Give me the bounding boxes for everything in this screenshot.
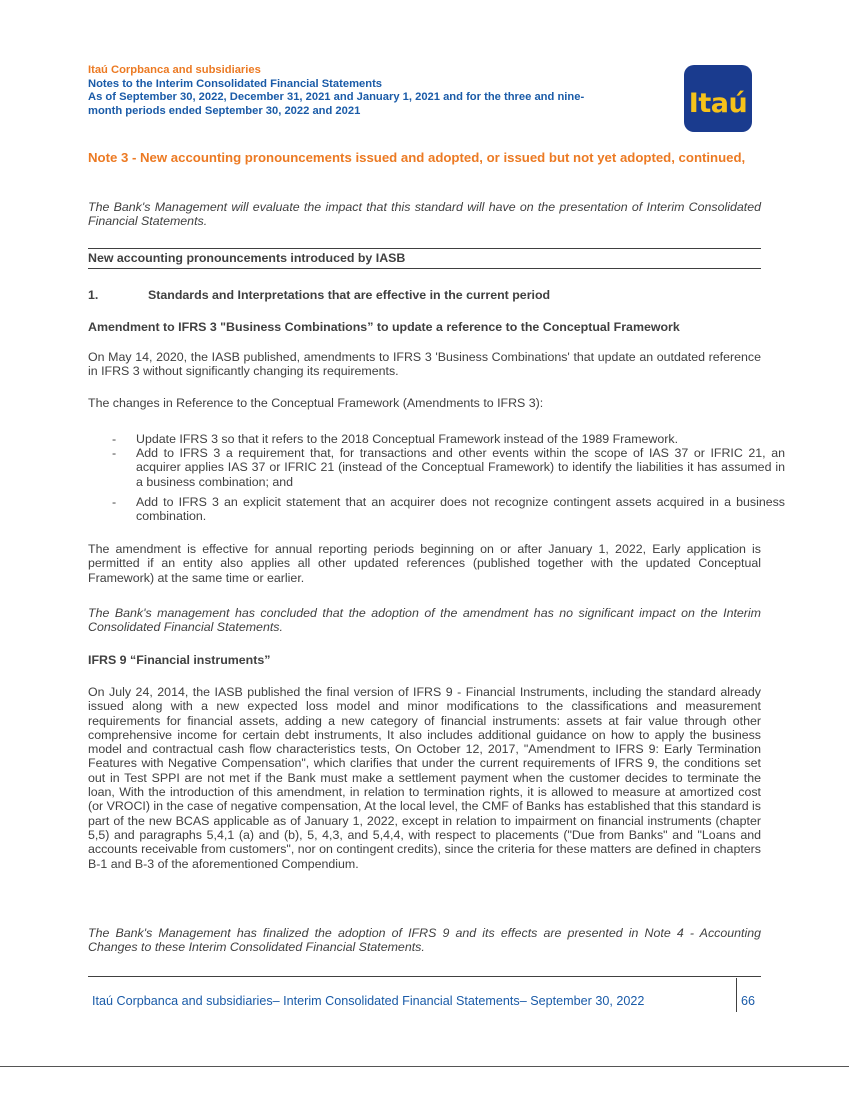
- subsection-heading: [88, 288, 761, 302]
- ifrs3-bullet: - Add to IFRS 3 a requirement that, for transactions and other events within the scope of IAS 37 or IFRIC 21, an acquirer applies IAS 37 or IFRIC 21 (instead of the Conceptual Framework) to identify the liabilities it has assumed in a business combination; and: [112, 446, 785, 489]
- itau-logo: [684, 65, 752, 132]
- header-period-line2: month periods ended September 30, 2022 and 2021: [88, 104, 361, 117]
- page-bottom-rule: [0, 1066, 849, 1067]
- ifrs3-paragraph-2: The changes in Reference to the Conceptual Framework (Amendments to IFRS 3):: [88, 396, 544, 410]
- subsection-number: 1.: [88, 288, 99, 302]
- ifrs3-bullet-text: Update IFRS 3 so that it refers to the 2018 Conceptual Framework instead of the 1989 Framework.: [136, 432, 679, 446]
- ifrs9-conclusion: The Bank's Management has finalized the adoption of IFRS 9 and its effects are presented in Note 4 - Accounting Changes to these Interim Consolidated Financial Statements.: [88, 926, 761, 955]
- page-number: 66: [741, 994, 756, 1008]
- subsection-title: Standards and Interpretations that are effective in the current period: [148, 288, 551, 302]
- header-company: Itaú Corpbanca and subsidiaries: [88, 64, 261, 76]
- ifrs3-bullet-text: Add to IFRS 3 a requirement that, for transactions and other events within the scope of IAS 37 or IFRIC 21, an acquirer applies IAS 37 or IFRIC 21 (instead of the Conceptual Framework) to identify the liabilities it has assumed in a business combination; and: [136, 446, 785, 489]
- ifrs3-bullet: - Add to IFRS 3 an explicit statement that an acquirer does not recognize contingent assets acquired in a business combination.: [112, 495, 785, 524]
- ifrs9-heading: IFRS 9 “Financial instruments”: [88, 653, 271, 667]
- header-subtitle: Notes to the Interim Consolidated Financial Statements: [88, 77, 383, 90]
- ifrs3-heading: Amendment to IFRS 3 "Business Combinations” to update a reference to the Conceptual Framework: [88, 320, 680, 334]
- note-title: Note 3 - New accounting pronouncements issued and adopted, or issued but not yet adopted, continued,: [88, 150, 746, 165]
- ifrs3-paragraph-1: On May 14, 2020, the IASB published, amendments to IFRS 3 'Business Combinations' that update an outdated reference in IFRS 3 without significantly changing its requirements.: [88, 350, 761, 379]
- ifrs3-conclusion: The Bank's management has concluded that the adoption of the amendment has no significant impact on the Interim Consolidated Financial Statements.: [88, 606, 761, 635]
- section-heading-bar: [88, 248, 761, 269]
- document-header: [88, 64, 658, 118]
- section-heading: New accounting pronouncements introduced by IASB: [88, 251, 406, 265]
- footer-text: Itaú Corpbanca and subsidiaries– Interim Consolidated Financial Statements– September 30, 2022: [92, 994, 645, 1008]
- ifrs3-paragraph-3: The amendment is effective for annual reporting periods beginning on or after January 1, 2022, Early application is permitted if an entity also applies all other updated references (published together with the updated Conceptual Framework) at the same time or earlier.: [88, 542, 761, 585]
- ifrs3-bullet-text: Add to IFRS 3 an explicit statement that an acquirer does not recognize contingent assets acquired in a business combination.: [136, 495, 785, 524]
- header-period-line1: As of September 30, 2022, December 31, 2021 and January 1, 2021 and for the three and nine-: [88, 91, 585, 103]
- logo-text: Itaú: [688, 88, 748, 119]
- ifrs9-paragraph-1: On July 24, 2014, the IASB published the final version of IFRS 9 - Financial Instruments, including the standard already issued along with a new expected loss model and minor modifications to the classifications and measurement requirements for financial assets, adding a new category of financial instruments: assets at fair value through other comprehensive income for certain debt instruments, It also includes additional guidance on how to apply the business model and contractual cash flow characteristics tests, On October 12, 2017, "Amendment to IFRS 9: Early Termination Features with Negative Compensation", which clarifies that under the current requirements of IFRS 9, the conditions set out in Test SPPI are not met if the Bank must make a settlement payment when the customer decides to terminate the loan, With the introduction of this amendment, in relation to termination rights, it is allowed to measure at amortized cost (or VROCI) in the case of negative compensation, At the local level, the CMF of Banks has established that this standard is part of the new BCAS applicable as of January 1, 2022, except in relation to impairment on financial instruments (chapter 5,5) and paragraphs 5,4,1 (a) and (b), 5, 4,3, and 5,4,4, with respect to placements ("Due from Banks" and "Loans and accounts receivable from customers", nor on contingent credits), since the criteria for these matters are defined in chapters B-1 and B-3 of the aforementioned Compendium.: [88, 685, 761, 871]
- ifrs3-bullet: - Update IFRS 3 so that it refers to the 2018 Conceptual Framework instead of the 1989 Framework.: [112, 432, 679, 446]
- footer-divider: [88, 976, 761, 977]
- footer-separator: [736, 978, 737, 1012]
- intro-paragraph: The Bank's Management will evaluate the impact that this standard will have on the presentation of Interim Consolidated Financial Statements.: [88, 200, 761, 229]
